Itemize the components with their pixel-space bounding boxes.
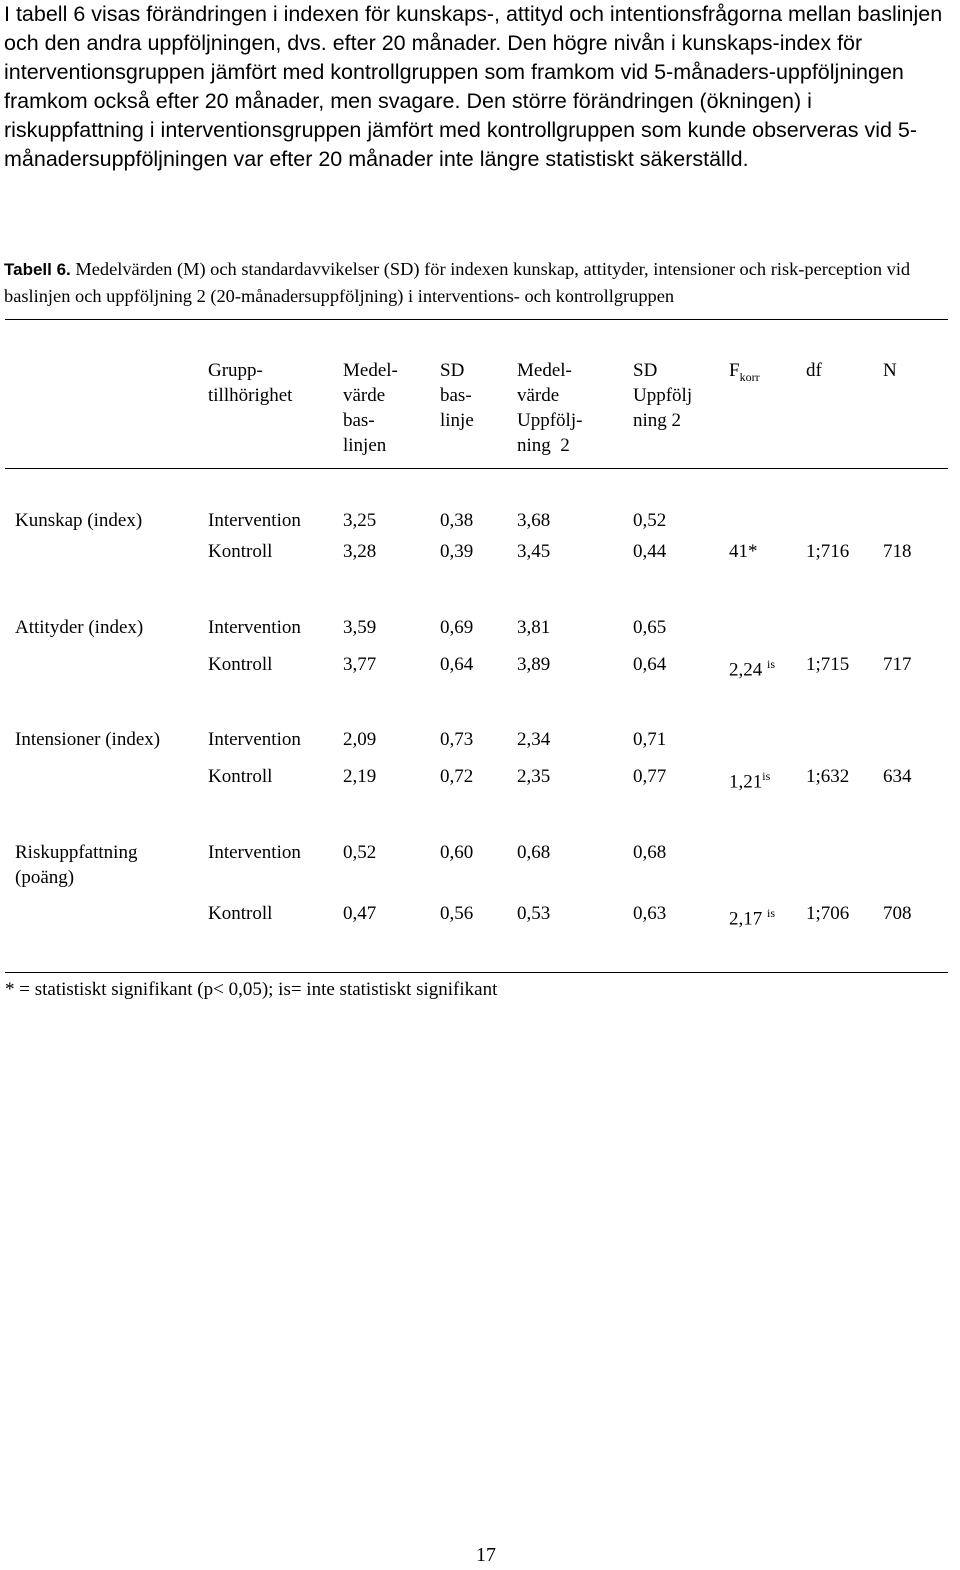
table-cell-m1: 3,77 [343,654,377,675]
footnote: * = statistiskt signifikant (p< 0,05); is= inte statistiskt signifikant [5,979,498,1000]
table-cell-m2: 0,53 [517,903,551,924]
table-cell-n: 717 [883,654,912,675]
table-cell-sd1: 0,56 [440,903,474,924]
row-label [15,615,143,640]
table-cell-m1: 2,19 [343,766,377,787]
f-value: 41* [729,541,758,562]
table-cell-df: 1;706 [806,903,850,924]
header-group-line: tillhörighet [208,385,293,406]
table-header-rule [5,468,948,469]
f-significance-mark: is [762,769,771,783]
header-mean-followup-line: Uppfölj- [517,410,583,431]
table-cell-sd2: 0,68 [633,842,667,863]
header-group [208,358,292,408]
header-sd-followup-line: Uppfölj [633,385,693,406]
header-sd-followup-line: SD [633,360,658,381]
table-cell-f [729,539,758,564]
header-mean-baseline-line: Medel- [343,360,398,381]
table-cell-f [729,764,770,794]
table-cell-m1: 0,47 [343,903,377,924]
header-mean-baseline [343,358,398,458]
header-sd-followup [633,358,692,433]
table-cell-sd2: 0,77 [633,766,667,787]
table-cell-m1: 3,25 [343,510,377,531]
header-f-main: F [729,360,740,381]
table-cell-m1: 3,28 [343,541,377,562]
header-n: N [883,360,897,381]
header-mean-baseline-line: bas- [343,410,375,431]
table-cell-n: 718 [883,541,912,562]
table-cell-sd1: 0,72 [440,766,474,787]
table-cell-m1: 3,59 [343,617,377,638]
table-cell-df: 1;715 [806,654,850,675]
table-top-rule [5,319,948,320]
table-cell-sd2: 0,64 [633,654,667,675]
f-value: 1,21 [729,771,763,793]
table-cell-sd1: 0,73 [440,729,474,750]
table-cell-f [729,901,775,931]
header-mean-followup [517,358,582,458]
row-label-line: Intensioner (index) [15,729,161,750]
table-cell-sd1: 0,64 [440,654,474,675]
f-significance-mark: is [767,657,776,671]
header-mean-baseline-line: linjen [343,435,387,456]
row-label-line: (poäng) [15,867,75,888]
table-cell-group: Kontroll [208,541,273,562]
row-label-line: Kunskap (index) [15,510,143,531]
table-cell-m1: 0,52 [343,842,377,863]
table-cell-m2: 3,89 [517,654,551,675]
table-caption-text: Medelvärden (M) och standardavvikelser (SD) för indexen kunskap, attityder, intensioner och risk-perception vid baslinjen och uppföljning 2 (20-månadersuppföljning) i interventions- och kontrollgruppen [4,259,911,306]
header-f-sub: korr [739,369,760,384]
intro-paragraph [4,0,954,174]
row-label-line: Riskuppfattning [15,842,138,863]
row-label [15,508,142,533]
table-cell-sd1: 0,60 [440,842,474,863]
table-cell-m2: 3,81 [517,617,551,638]
table-cell-m2: 3,68 [517,510,551,531]
f-significance-mark: is [767,906,776,920]
header-mean-followup-line: värde [517,385,560,406]
header-group-line: Grupp- [208,360,263,381]
table-caption [4,256,952,309]
table-cell-m2: 2,35 [517,766,551,787]
table-cell-sd2: 0,65 [633,617,667,638]
table-cell-m2: 3,45 [517,541,551,562]
page-number: 17 [476,1544,496,1566]
table-cell-sd2: 0,63 [633,903,667,924]
table-cell-m2: 0,68 [517,842,551,863]
header-sd-baseline [440,358,474,433]
table-cell-n: 708 [883,903,912,924]
table-cell-group: Kontroll [208,654,273,675]
table-cell-group: Intervention [208,617,301,638]
intro-segment-3: Den större förändringen (ökningen) i riskuppfattning i interventionsgruppen jämfört med kontrollgruppen som kunde observeras vid 5-månadersuppföljningen var efter 20 månader inte längre statistiskt säkerställd. [4,89,918,171]
table-bottom-rule [5,972,948,973]
table-cell-group: Kontroll [208,766,273,787]
table-cell-m2: 2,34 [517,729,551,750]
f-value: 2,24 [729,659,767,681]
header-sd-baseline-line: linje [440,410,474,431]
table-cell-sd1: 0,38 [440,510,474,531]
table-cell-group: Intervention [208,729,301,750]
table-cell-n: 634 [883,766,912,787]
table-cell-m1: 2,09 [343,729,377,750]
row-label [15,727,160,752]
table-caption-label: Tabell 6. [4,260,71,279]
row-label-line: Attityder (index) [15,617,144,638]
table-cell-sd2: 0,44 [633,541,667,562]
header-mean-baseline-line: värde [343,385,386,406]
table-cell-group: Intervention [208,842,301,863]
row-label [15,840,137,890]
header-sd-baseline-line: bas- [440,385,472,406]
table-cell-sd1: 0,69 [440,617,474,638]
table-cell-sd1: 0,39 [440,541,474,562]
intro-segment-1: I tabell 6 visas förändringen i indexen för kunskaps-, attityd och intentionsfrågorna mellan baslinjen och den andra uppföljningen, dvs. efter 20 månader. [4,2,943,55]
table-cell-sd2: 0,71 [633,729,667,750]
header-mean-followup-line: Medel- [517,360,572,381]
f-value: 2,17 [729,908,767,930]
table-cell-f [729,652,775,682]
table-cell-group: Kontroll [208,903,273,924]
table-cell-df: 1;716 [806,541,850,562]
header-f-korr [729,358,760,390]
table-cell-df: 1;632 [806,766,850,787]
header-mean-followup-line: ning 2 [517,435,570,456]
header-df: df [806,360,822,381]
header-sd-baseline-line: SD [440,360,465,381]
table-cell-sd2: 0,52 [633,510,667,531]
header-sd-followup-line: ning 2 [633,410,682,431]
intro-segment-2: Den högre nivån i kunskaps-index för interventionsgruppen jämfört med kontrollgruppen som framkom vid 5-månaders-uppföljningen framkom också efter 20 månader, men svagare. [4,31,904,113]
table-cell-group: Intervention [208,510,301,531]
